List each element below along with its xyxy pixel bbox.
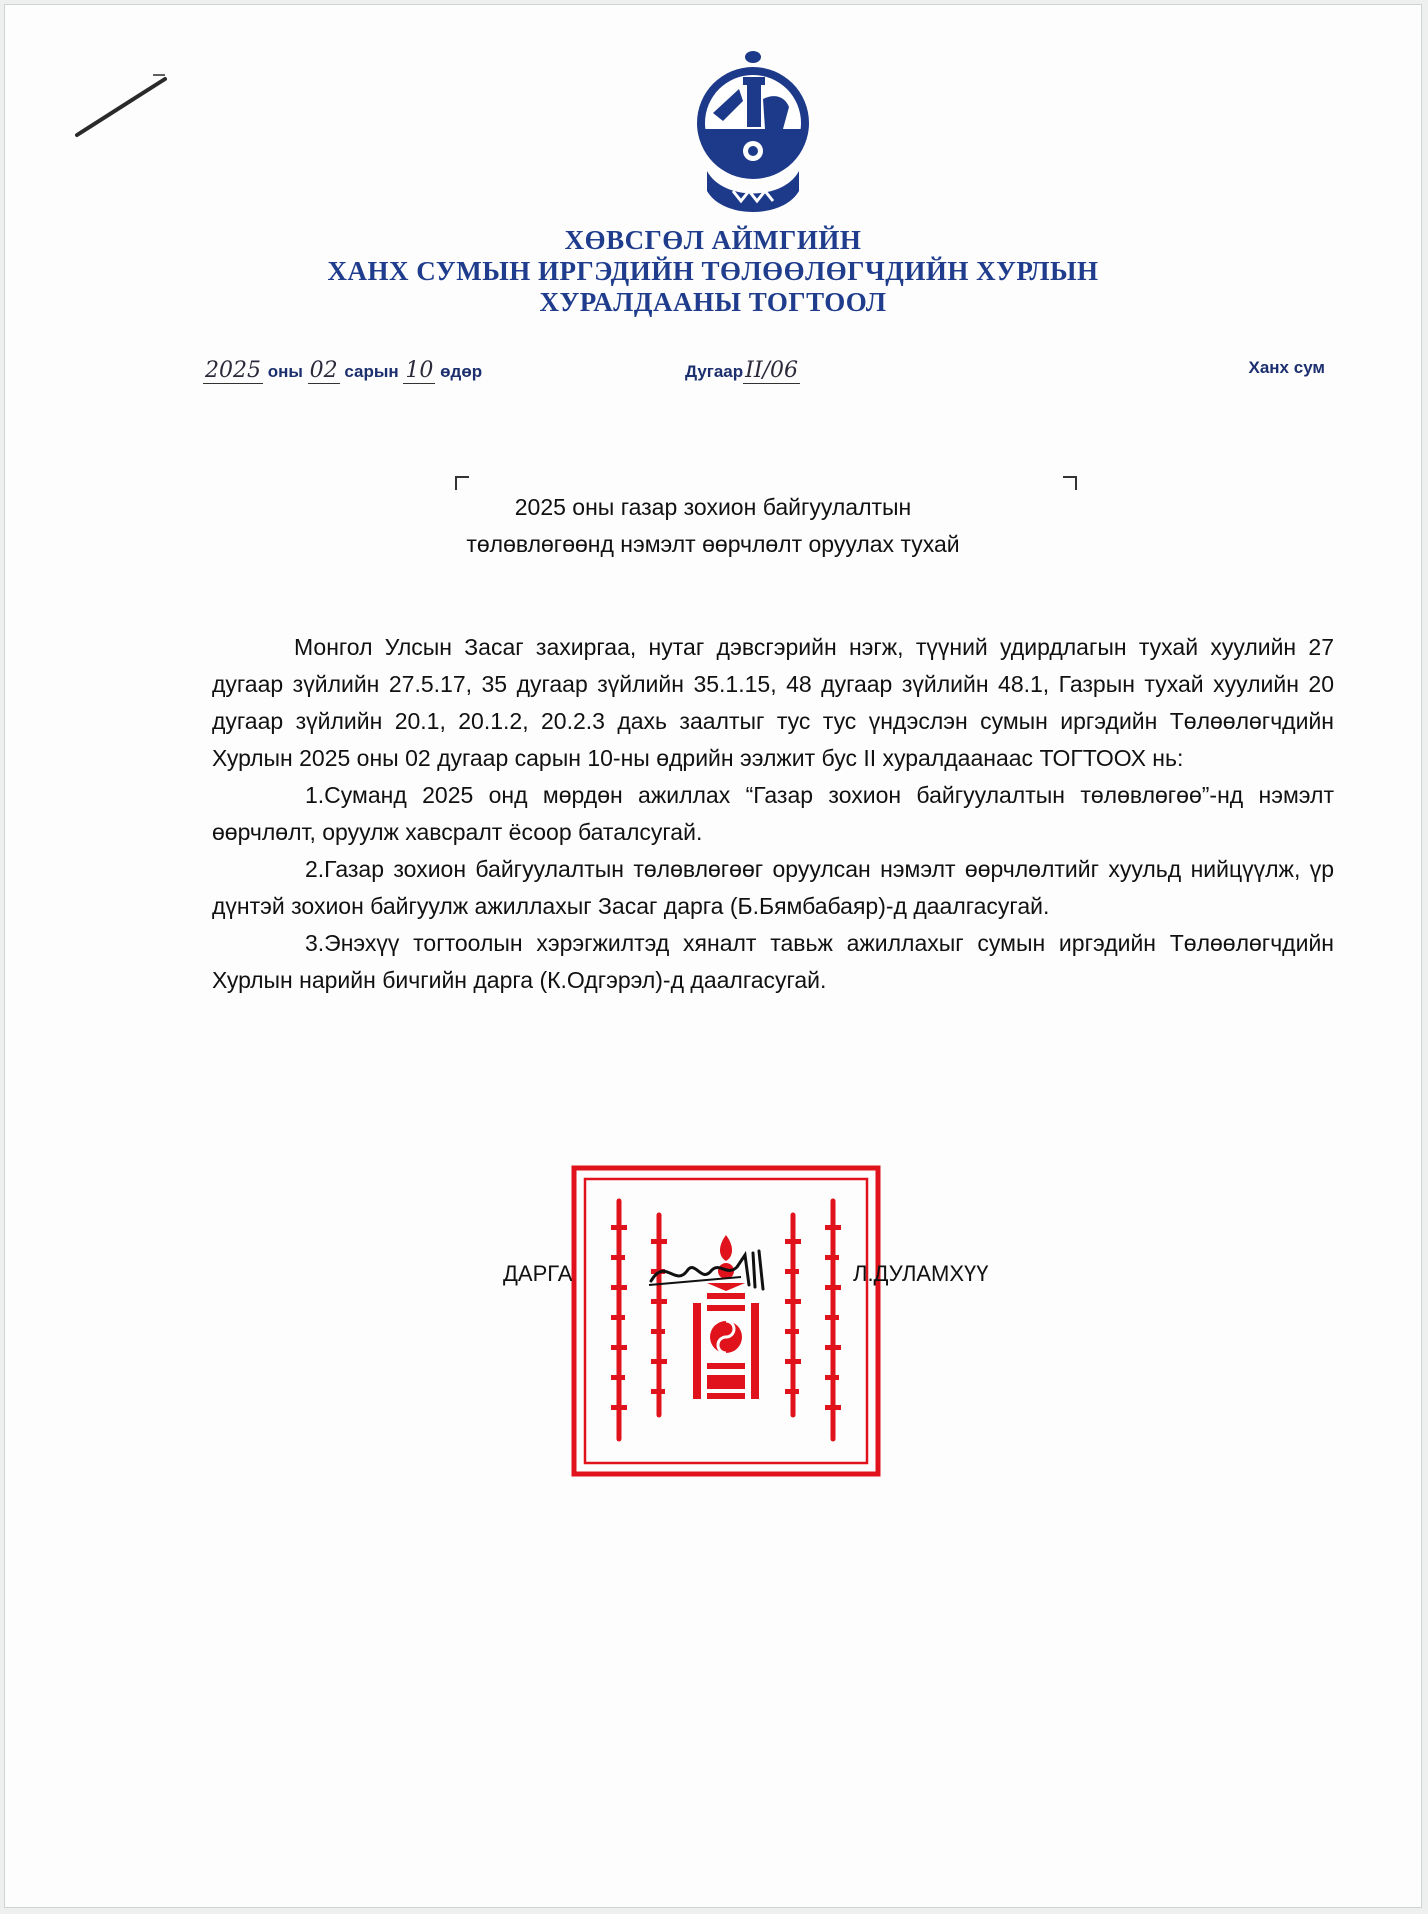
document-subject (5, 489, 1421, 563)
body-item-2: 2.Газар зохион байгуулалтын төлөвлөгөөг оруулсан нэмэлт өөрчлөлтийг хуульд нийцүүлж, үр дүнтэй зохион байгуулж ажиллахыг Засаг дарга (Б.Бямбабаяр)-д даалгасугай. (212, 856, 1334, 919)
document-body (212, 629, 1334, 999)
number-value: II/06 (745, 358, 798, 383)
date-line (203, 358, 482, 383)
place: Ханх сум (1248, 358, 1325, 377)
date-year: 2025 (205, 358, 261, 383)
number-label: Дугаар (685, 362, 744, 381)
header-line-1: ХӨВСГӨЛ АЙМГИЙН (564, 225, 862, 255)
date-month: 02 (309, 358, 338, 383)
signatory-name: Л.ДУЛАМХҮҮ (853, 1261, 989, 1286)
handwritten-signature (645, 1237, 775, 1297)
date-year-suffix: оны (267, 362, 303, 381)
pen-mark (73, 71, 173, 141)
header-line-3: ХУРАЛДААНЫ ТОГТООЛ (539, 287, 887, 317)
subject-line-2: төлөвлөгөөнд нэмэлт өөрчлөлт оруулах тухай (466, 531, 960, 557)
header-line-2: ХАНХ СУМЫН ИРГЭДИЙН ТӨЛӨӨЛӨГЧДИЙН ХУРЛЫН (327, 256, 1099, 286)
subject-line-1: 2025 оны газар зохион байгуулалтын (514, 494, 912, 520)
subject-bracket-right (1063, 476, 1077, 490)
body-preamble: Монгол Улсын Засаг захиргаа, нутаг дэвсгэрийн нэгж, түүний удирдлагын тухай хуулийн 27 дугаар зүйлийн 27.5.17, 35 дугаар зүйлийн 35.1.15, 48 дугаар зүйлийн 48.1, Газрын тухай хуулийн 20 дугаар зүйлийн 20.1, 20.1.2, 20.2.3 дахь заалтыг тус тус үндэслэн сумын иргэдийн Төлөөлөгчдийн Хурлын 2025 оны 02 дугаар сарын 10-ны өдрийн ээлжит бус II хуралдаанаас ТОГТООХ нь: (212, 634, 1334, 771)
date-month-suffix: сарын (344, 362, 399, 381)
body-item-3: 3.Энэхүү тогтоолын хэрэгжилтэд хяналт тавьж ажиллахыг сумын иргэдийн Төлөөлөгчдийн Хурлын нарийн бичгийн дарга (К.Одгэрэл)-д даалгасугай. (212, 930, 1334, 993)
date-day: 10 (405, 358, 434, 383)
subject-bracket-left (455, 476, 469, 490)
body-item-1: 1.Суманд 2025 онд мөрдөн ажиллах “Газар зохион байгуулалтын төлөвлөгөө”-нд нэмэлт өөрчлөлт, оруулж хавсралт ёсоор баталсугай. (212, 782, 1334, 845)
state-emblem (693, 51, 813, 221)
date-day-suffix: өдөр (440, 362, 483, 381)
document-header (5, 225, 1421, 318)
document-number (685, 358, 800, 383)
signatory-title: ДАРГА (503, 1261, 573, 1286)
document-page (4, 4, 1422, 1908)
official-seal-stamp (571, 1165, 881, 1477)
